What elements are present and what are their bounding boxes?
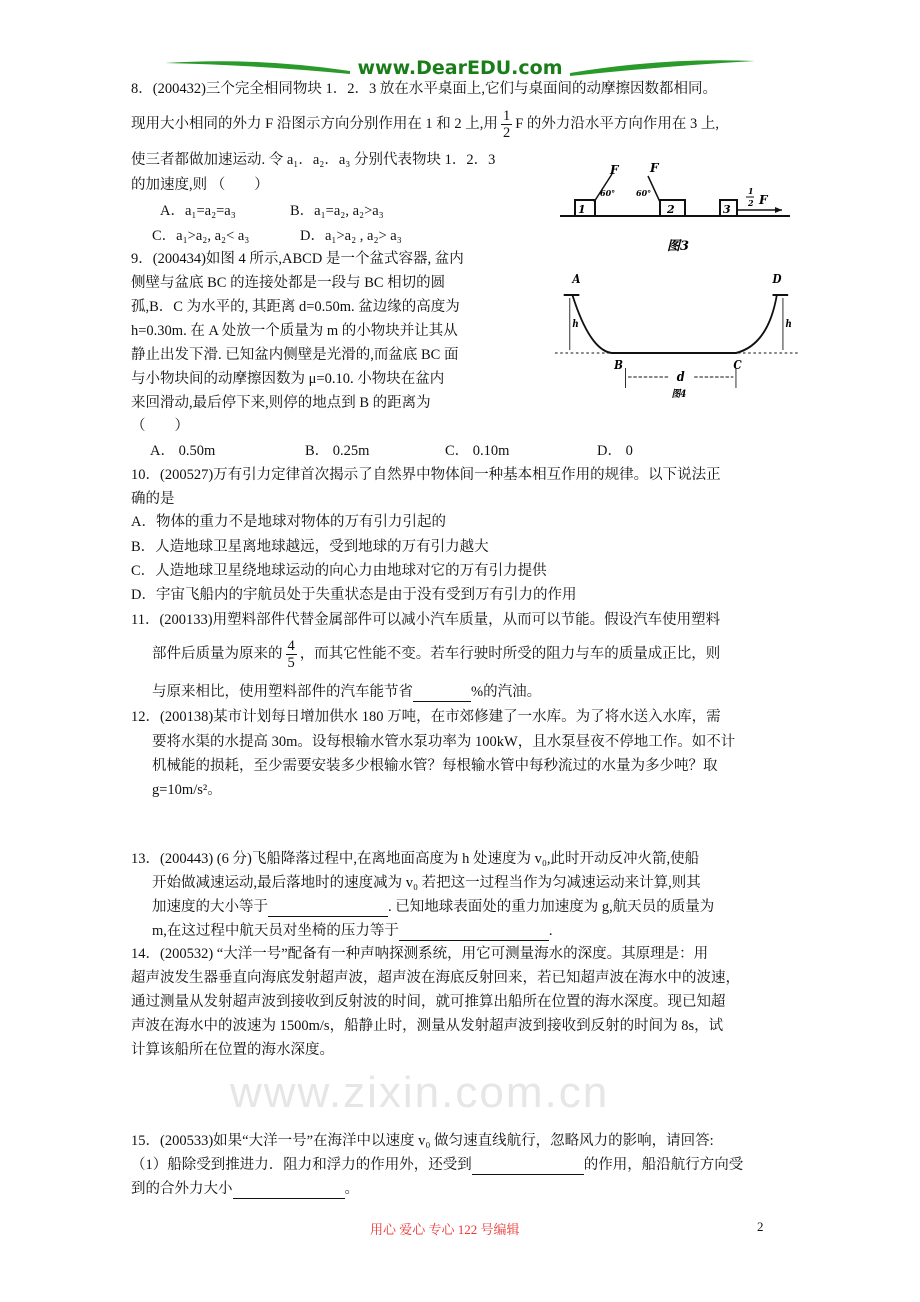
q12-line: 机械能的损耗，至少需要安装多少根输水管？每根输水管中每秒流过的水量为多少吨？取	[152, 758, 718, 774]
q14-line: 14．(200532) “大洋一号”配备有一种声呐探测系统，用它可测量海水的深度。其原理是：用	[131, 946, 709, 962]
figure-caption: 图4	[671, 388, 687, 400]
q14-line: 通过测量从发射超声波到接收到反射波的时间，就可推算出船所在位置的海水深度。现已知超	[131, 994, 726, 1010]
page-number: 2	[757, 1219, 764, 1234]
q8-line: 现用大小相同的外力 F 沿图示方向分别作用在 1 和 2 上,用 $\frac{1}{2}$ F 的外力沿水平方向作用在 3 上,	[131, 108, 720, 141]
q10-option-c: C．人造地球卫星绕地球运动的向心力由地球对它的万有引力提供	[131, 563, 547, 579]
q13-line: 开始做减速运动,最后落地时的速度减为 v₀ 若把这一过程当作为匀减速运动来计算,则其	[152, 875, 701, 891]
half-den: 2	[748, 198, 754, 208]
q8-line: 的加速度,则 （ ）	[131, 177, 269, 193]
angle-label: 60°	[636, 188, 652, 198]
q10-line: 确的是	[131, 491, 175, 507]
answer-blank[interactable]	[399, 924, 549, 941]
q13-line: 加速度的大小等于 . 已知地球表面处的重力加速度为 g,航天员的质量为	[152, 899, 715, 915]
half-num: 1	[748, 186, 754, 196]
q9-option-d: D． 0	[597, 443, 633, 459]
q8-option-a: A．a₁=a₂=a₃	[160, 203, 236, 219]
height-label: h	[572, 318, 579, 331]
fraction-four-fifths: $\frac{4}{5}$	[287, 638, 295, 671]
q15-line: 到的合外力大小 。	[131, 1181, 359, 1197]
q9-line: 静止出发下滑. 已知盆内侧壁是光滑的,而盆底 BC 面	[131, 347, 459, 363]
q8-line: 使三者都做加速运动. 令 a₁．a₂．a₃ 分别代表物块 1．2．3	[131, 152, 496, 168]
q8-line: 8．(200432)三个完全相同物块 1．2．3 放在水平桌面上,它们与桌面间的动摩擦因数都相同。	[131, 81, 718, 97]
q9-line: （ ）	[131, 418, 189, 434]
point-d-label: D	[772, 271, 782, 287]
point-b-label: B	[614, 357, 623, 373]
site-logo: www.DearEDU.com	[357, 57, 563, 79]
q14-line: 声波在海水中的波速为 1500m/s，船静止时，测量从发射超声波到接收到反射的时间为 8s，试	[131, 1018, 724, 1034]
q12-line: 要将水渠的水提高 30m。设每根输水管水泵功率为 100kW，且水泵昼夜不停地工作。如不计	[152, 734, 736, 750]
q12-line: 12．(200138)某市计划每日增加供水 180 万吨，在市郊修建了一水库。为了将水送入水库，需	[131, 709, 721, 725]
point-a-label: A	[572, 271, 581, 287]
force-label: F	[650, 161, 659, 175]
block-3-label: 3	[723, 203, 731, 216]
q9-line: h=0.30m. 在 A 处放一个质量为 m 的小物块并让其从	[131, 323, 458, 339]
watermark: www.zixin.com.cn	[230, 1068, 610, 1117]
block-2-label: 2	[667, 203, 675, 216]
q15-line: 15．(200533)如果“大洋一号”在海洋中以速度 v₀ 做匀速直线航行，忽略风力的影响，请回答:	[131, 1133, 714, 1149]
q11-line: 部件后质量为原来的 $\frac{4}{5}$ ，而其它性能不变。若车行驶时所受的阻力与车的质量成正比，则	[152, 638, 721, 671]
q8-option-c: C．a₁>a₂, a₂< a₃	[152, 228, 250, 244]
q9-line: 与小物块间的动摩擦因数为 μ=0.10. 小物块在盆内	[131, 371, 445, 387]
block-1-label: 1	[578, 203, 586, 216]
q14-line: 超声波发生器垂直向海底发射超声波，超声波在海底反射回来，若已知超声波在海水中的波速，	[131, 970, 740, 986]
q10-option-a: A．物体的重力不是地球对物体的万有引力引起的	[131, 514, 446, 530]
q11-line: 与原来相比，使用塑料部件的汽车能节省 %的汽油。	[152, 684, 542, 700]
answer-blank[interactable]	[268, 900, 388, 917]
point-c-label: C	[733, 357, 742, 373]
q9-option-b: B． 0.25m	[305, 443, 370, 459]
force-label: F	[610, 163, 619, 177]
q10-line: 10．(200527)万有引力定律首次揭示了自然界中物体间一种基本相互作用的规律。以下说法正	[131, 467, 721, 483]
distance-label: d	[676, 369, 685, 385]
figure-4	[555, 265, 800, 400]
q10-option-d: D．宇宙飞船内的宇航员处于失重状态是由于没有受到万有引力的作用	[131, 587, 577, 603]
q10-option-b: B．人造地球卫星离地球越远，受到地球的万有引力越大	[131, 539, 489, 555]
figure-caption: 图3	[667, 239, 690, 254]
force-label: F	[759, 193, 768, 207]
q8-option-b: B．a₁=a₂, a₂>a₃	[290, 203, 384, 219]
q9-line: 来回滑动,最后停下来,则停的地点到 B 的距离为	[131, 395, 431, 411]
q9-line: 9．(200434)如图 4 所示,ABCD 是一个盆式容器, 盆内	[131, 251, 464, 267]
footer-text: 用心 爱心 专心 122 号编辑	[370, 1222, 520, 1237]
q9-option-c: C． 0.10m	[445, 443, 510, 459]
q15-line: （1）船除受到推进力．阻力和浮力的作用外，还受到 的作用，船沿航行方向受	[131, 1157, 744, 1173]
q9-line: 侧壁与盆底 BC 的连接处都是一段与 BC 相切的圆	[131, 275, 446, 291]
q9-option-a: A． 0.50m	[150, 443, 216, 459]
q13-line: 13．(200443) (6 分)飞船降落过程中,在离地面高度为 h 处速度为 v₀,此时开动反冲火箭,使船	[131, 851, 700, 867]
q9-line: 孤,B．C 为水平的, 其距离 d=0.50m. 盆边缘的高度为	[131, 299, 460, 315]
q8-option-d: D．a₁>a₂ , a₂> a₃	[300, 228, 402, 244]
answer-blank[interactable]	[413, 685, 471, 702]
q13-line: m,在这过程中航天员对坐椅的压力等于 .	[152, 923, 553, 939]
fraction-half: $\frac{1}{2}$	[502, 108, 511, 141]
answer-blank[interactable]	[233, 1182, 345, 1199]
q12-line: g=10m/s²。	[152, 782, 222, 798]
q14-line: 计算该船所在位置的海水深度。	[131, 1042, 334, 1058]
angle-label: 60°	[600, 188, 616, 198]
figure-3	[560, 160, 800, 260]
height-label: h	[785, 318, 792, 331]
q11-line: 11．(200133)用塑料部件代替金属部件可以减小汽车质量，从而可以节能。假设汽车使用塑料	[131, 612, 721, 628]
answer-blank[interactable]	[472, 1158, 584, 1175]
